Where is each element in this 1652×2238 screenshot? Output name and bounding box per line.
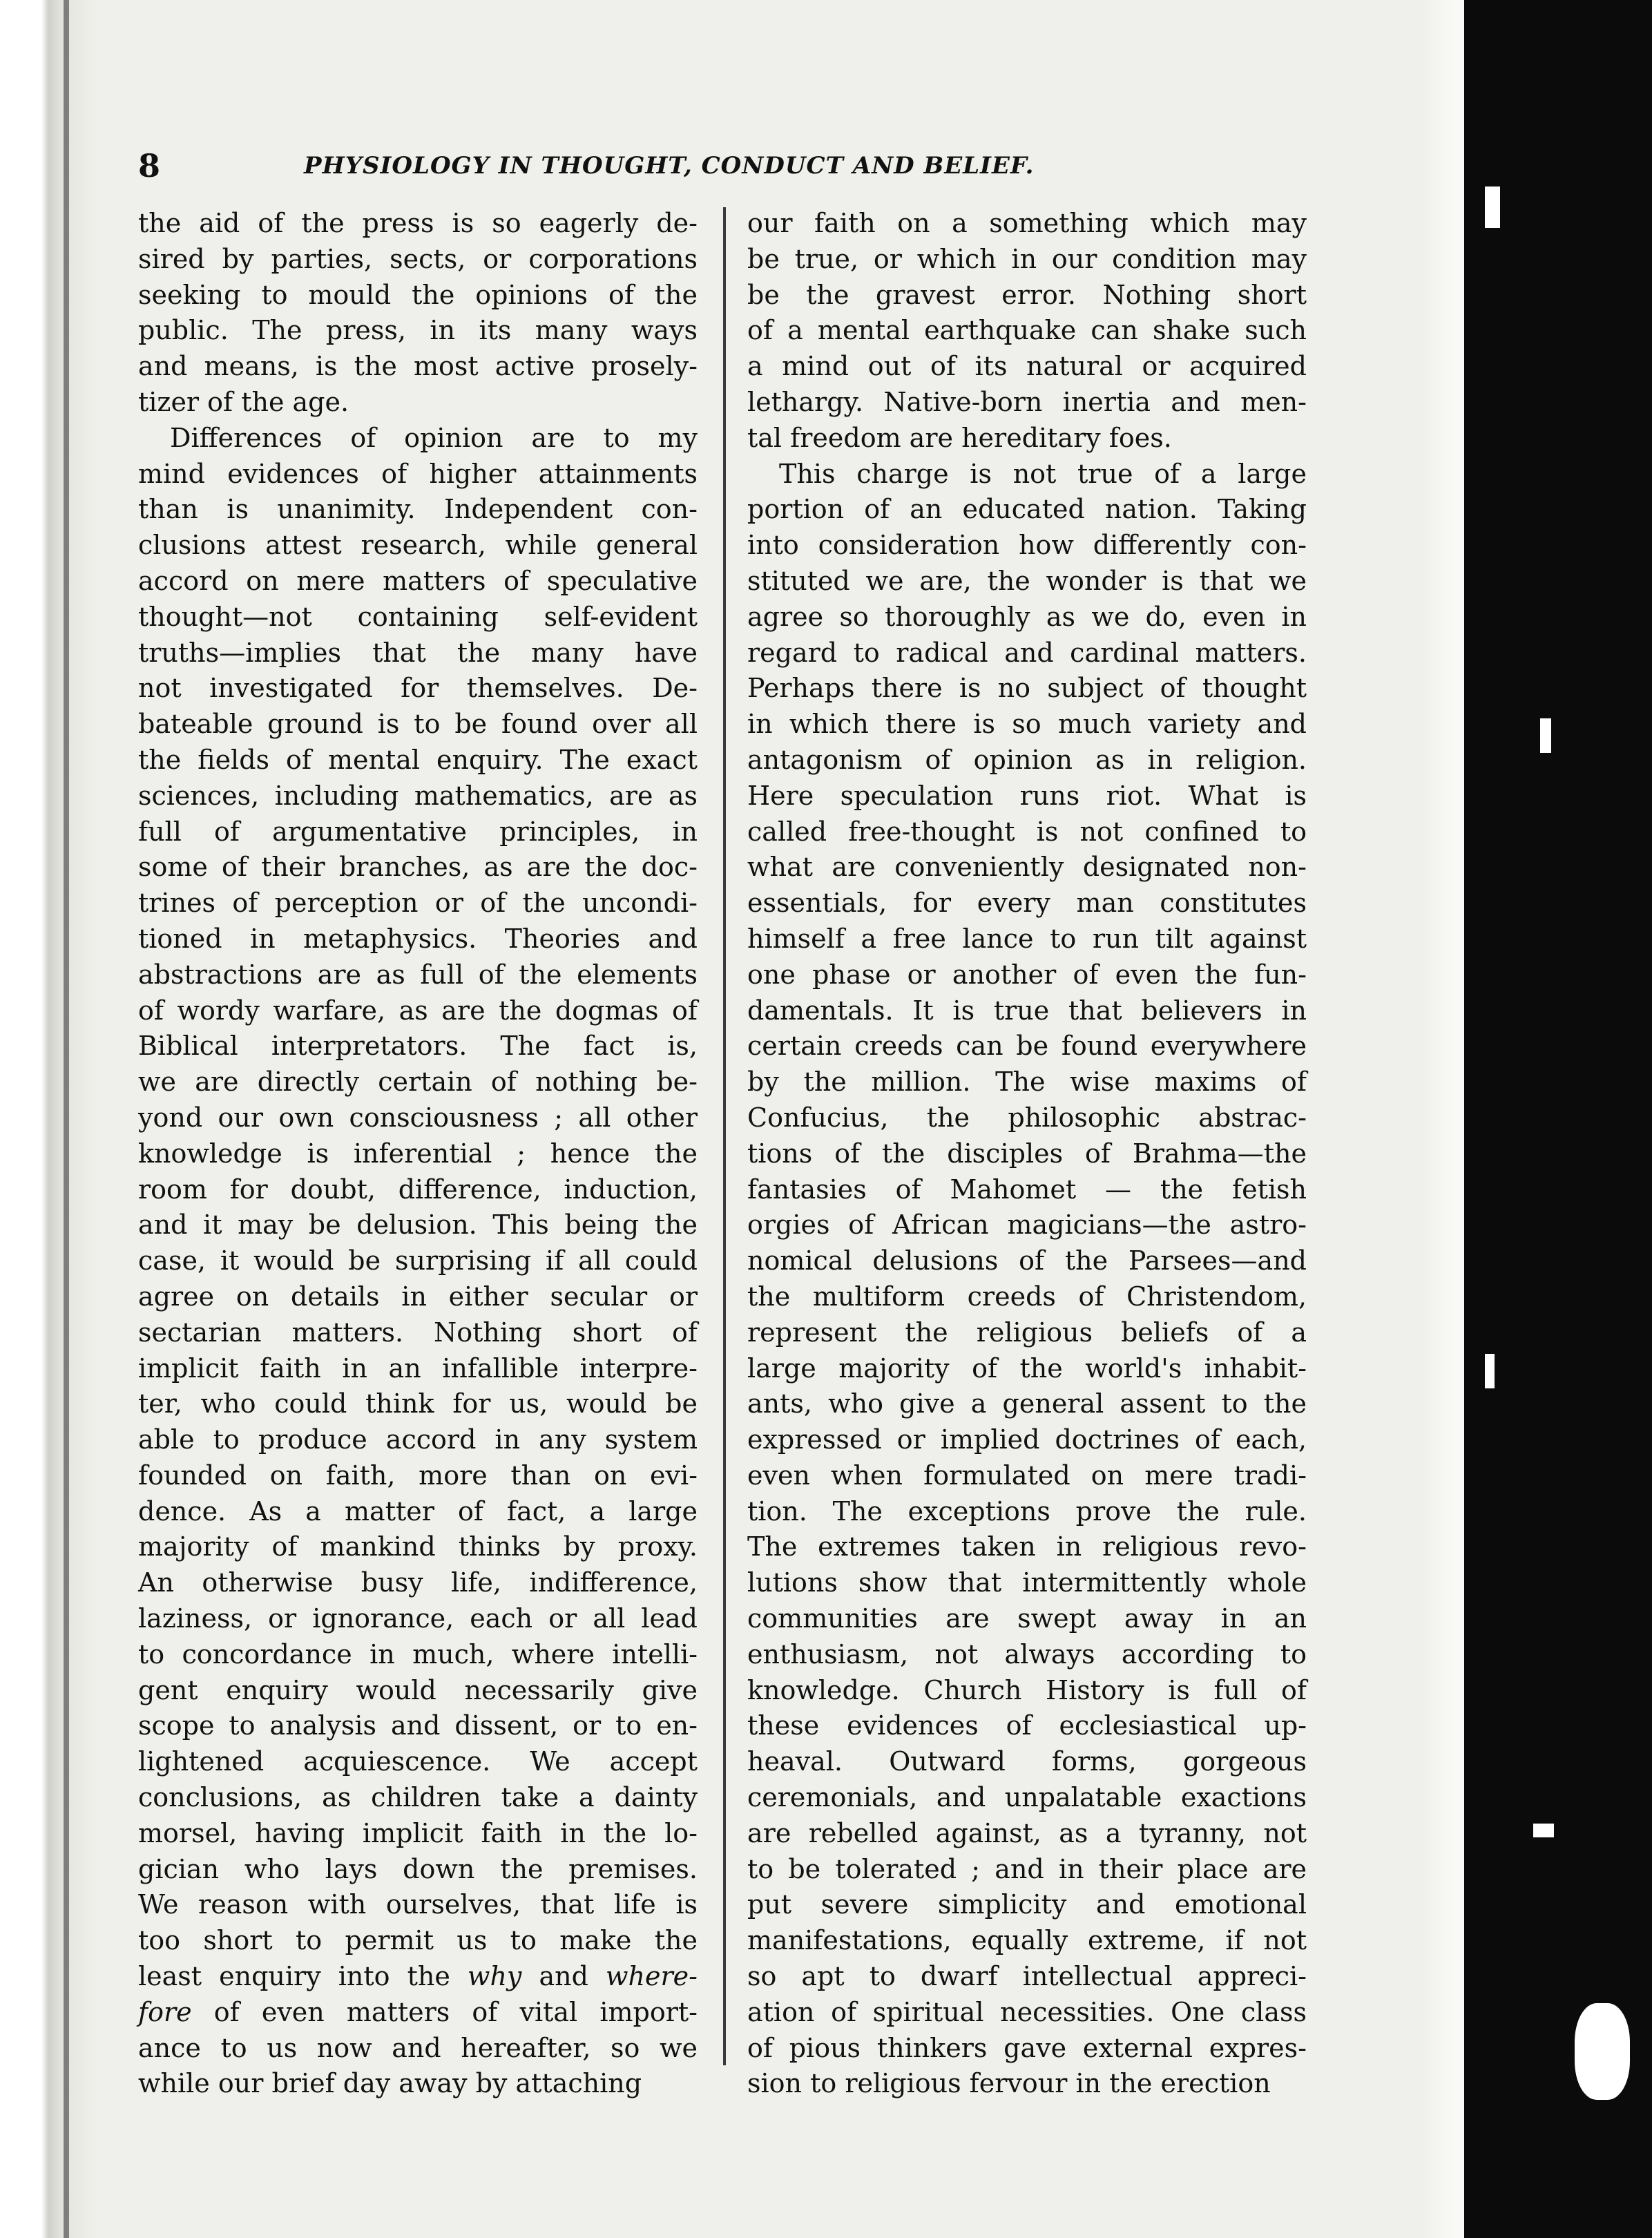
text-line: scope to analysis and dissent, or to en-	[138, 1710, 698, 1741]
text-line: Biblical interpretators. The fact is,	[138, 1031, 698, 1062]
text-line: full of argumentative principles, in	[138, 816, 698, 847]
text-line: thought—not containing self-evident	[138, 601, 698, 632]
text-line: while our brief day away by attaching	[138, 2068, 642, 2099]
text-line: implicit faith in an infallible interpre-	[138, 1352, 698, 1384]
text-line: in which there is so much variety and	[747, 709, 1307, 740]
text-line: The extremes taken in religious revo-	[747, 1531, 1307, 1562]
text-line: case, it would be surprising if all could	[138, 1245, 698, 1276]
text-line: regard to radical and cardinal matters.	[747, 637, 1307, 668]
text-column-right	[747, 206, 1307, 2102]
paragraph	[138, 206, 698, 421]
text-line: lutions show that intermittently whole	[747, 1567, 1307, 1598]
text-line: lethargy. Native-born inertia and men-	[747, 386, 1307, 417]
text-line: lightened acquiescence. We accept	[138, 1746, 698, 1777]
text-line: antagonism of opinion as in religion.	[747, 744, 1307, 775]
text-line: expressed or implied doctrines of each,	[747, 1424, 1307, 1455]
text-line: fore of even matters of vital import-	[138, 1996, 698, 2027]
text-line: be the gravest error. Nothing short	[747, 279, 1307, 310]
text-line: of a mental earthquake can shake such	[747, 315, 1307, 346]
text-line: fantasies of Mahomet — the fetish	[747, 1174, 1307, 1205]
text-line: Confucius, the philosophic abstrac-	[747, 1102, 1307, 1133]
binding-rule	[64, 0, 69, 2238]
text-line: essentials, for every man constitutes	[747, 888, 1307, 919]
text-line: Perhaps there is no subject of thought	[747, 673, 1307, 704]
text-line: large majority of the world's inhabit-	[747, 1352, 1307, 1384]
column-divider	[723, 207, 726, 2065]
text-line: one phase or another of even the fun-	[747, 959, 1307, 990]
text-line: gician who lays down the premises.	[138, 1853, 698, 1884]
text-line: room for doubt, difference, induction,	[138, 1174, 698, 1205]
text-line: enthusiasm, not always according to	[747, 1638, 1307, 1670]
text-line: ation of spiritual necessities. One class	[747, 1996, 1307, 2027]
text-line: tal freedom are hereditary foes.	[747, 422, 1172, 453]
text-line: manifestations, equally extreme, if not	[747, 1925, 1307, 1956]
text-line: This charge is not true of a large	[779, 458, 1307, 489]
text-line: are rebelled against, as a tyranny, not	[747, 1817, 1307, 1848]
text-line: tizer of the age.	[138, 386, 349, 417]
edge-mark	[1533, 1824, 1554, 1837]
text-line: himself a free lance to run tilt against	[747, 923, 1307, 954]
text-line: sectarian matters. Nothing short of	[138, 1317, 698, 1348]
text-line: than is unanimity. Independent con-	[138, 494, 698, 525]
text-line: majority of mankind thinks by proxy.	[138, 1531, 698, 1562]
text-line: our faith on a something which may	[747, 208, 1307, 238]
text-line: and means, is the most active prosely-	[138, 351, 698, 382]
binding-edge	[0, 0, 97, 2238]
text-line: ance to us now and hereafter, so we	[138, 2032, 698, 2063]
text-line: so apt to dwarf intellectual appreci-	[747, 1961, 1307, 1992]
text-line: put severe simplicity and emotional	[747, 1889, 1307, 1920]
text-line: heaval. Outward forms, gorgeous	[747, 1746, 1307, 1777]
text-line: able to produce accord in any system	[138, 1424, 698, 1455]
text-line: yond our own consciousness ; all other	[138, 1102, 698, 1133]
text-line: dence. As a matter of fact, a large	[138, 1495, 698, 1527]
paragraph	[138, 421, 698, 2102]
text-line: seeking to mould the opinions of the	[138, 279, 698, 310]
text-line: what are conveniently designated non-	[747, 852, 1307, 883]
text-line: some of their branches, as are the doc-	[138, 852, 698, 883]
text-line: stituted we are, the wonder is that we	[747, 565, 1307, 596]
edge-mark	[1485, 186, 1500, 228]
text-line: damentals. It is true that believers in	[747, 995, 1307, 1026]
text-line: too short to permit us to make the	[138, 1925, 698, 1956]
text-line: agree so thoroughly as we do, even in	[747, 601, 1307, 632]
text-line: accord on mere matters of speculative	[138, 565, 698, 596]
text-line: portion of an educated nation. Taking	[747, 494, 1307, 525]
text-line: bateable ground is to be found over all	[138, 709, 698, 740]
text-line: tions of the disciples of Brahma—the	[747, 1138, 1307, 1169]
text-line: agree on details in either secular or	[138, 1281, 698, 1312]
text-line: ants, who give a general assent to the	[747, 1388, 1307, 1419]
text-line: tioned in metaphysics. Theories and	[138, 923, 698, 954]
text-line: public. The press, in its many ways	[138, 315, 698, 346]
text-line: called free-thought is not confined to	[747, 816, 1307, 847]
text-line: knowledge is inferential ; hence the	[138, 1138, 698, 1169]
text-line: morsel, having implicit faith in the lo-	[138, 1817, 698, 1848]
paragraph	[747, 206, 1307, 457]
text-line: and it may be delusion. This being the	[138, 1209, 698, 1241]
text-line: a mind out of its natural or acquired	[747, 351, 1307, 382]
page-number: 8	[138, 147, 161, 184]
text-line: trines of perception or of the uncondi-	[138, 888, 698, 919]
text-line: the multiform creeds of Christendom,	[747, 1281, 1307, 1312]
text-column-left	[138, 206, 698, 2102]
text-line: knowledge. Church History is full of	[747, 1674, 1307, 1705]
text-line: certain creeds can be found everywhere	[747, 1031, 1307, 1062]
text-line: ceremonials, and unpalatable exactions	[747, 1782, 1307, 1813]
text-line: to concordance in much, where intelli-	[138, 1638, 698, 1670]
text-line: ter, who could think for us, would be	[138, 1388, 698, 1419]
text-line: be true, or which in our condition may	[747, 243, 1307, 274]
text-line: communities are swept away in an	[747, 1603, 1307, 1634]
text-line: nomical delusions of the Parsees—and	[747, 1245, 1307, 1276]
text-line: gent enquiry would necessarily give	[138, 1674, 698, 1705]
text-line: abstractions are as full of the elements	[138, 959, 698, 990]
text-line: We reason with ourselves, that life is	[138, 1889, 698, 1920]
text-line: of pious thinkers gave external expres-	[747, 2032, 1307, 2063]
text-line: not investigated for themselves. De-	[138, 673, 698, 704]
text-line: Differences of opinion are to my	[170, 422, 698, 453]
text-line: the fields of mental enquiry. The exact	[138, 744, 698, 775]
text-line: of wordy warfare, as are the dogmas of	[138, 995, 698, 1026]
text-line: the aid of the press is so eagerly de-	[138, 208, 698, 238]
text-line: laziness, or ignorance, each or all lead	[138, 1603, 698, 1634]
paragraph	[747, 457, 1307, 2103]
text-line: these evidences of ecclesiastical up-	[747, 1710, 1307, 1741]
page-header	[138, 138, 1409, 193]
text-line: mind evidences of higher attainments	[138, 458, 698, 489]
text-line: An otherwise busy life, indifference,	[138, 1567, 698, 1598]
text-line: to be tolerated ; and in their place are	[747, 1853, 1307, 1884]
text-line: orgies of African magicians—the astro-	[747, 1209, 1307, 1241]
edge-mark	[1540, 718, 1551, 753]
text-line: founded on faith, more than on evi-	[138, 1460, 698, 1491]
edge-mark	[1575, 2003, 1630, 2100]
text-line: even when formulated on mere tradi-	[747, 1460, 1307, 1491]
text-line: tion. The exceptions prove the rule.	[747, 1495, 1307, 1527]
text-line: Here speculation runs riot. What is	[747, 780, 1307, 811]
text-line: represent the religious beliefs of a	[747, 1317, 1307, 1348]
text-line: truths—implies that the many have	[138, 637, 698, 668]
text-line: sired by parties, sects, or corporations	[138, 243, 698, 274]
text-line: conclusions, as children take a dainty	[138, 1782, 698, 1813]
text-line: by the million. The wise maxims of	[747, 1067, 1307, 1098]
running-title: PHYSIOLOGY IN THOUGHT, CONDUCT AND BELIEF.	[304, 152, 1035, 180]
text-line: sion to religious fervour in the erection	[747, 2068, 1271, 2099]
scanner-background	[1464, 0, 1652, 2238]
text-line: into consideration how differently con-	[747, 530, 1307, 561]
text-line: sciences, including mathematics, are as	[138, 780, 698, 811]
edge-mark	[1485, 1354, 1495, 1388]
text-line: we are directly certain of nothing be-	[138, 1067, 698, 1098]
text-line: least enquiry into the why and where-	[138, 1961, 698, 1992]
text-line: clusions attest research, while general	[138, 530, 698, 561]
